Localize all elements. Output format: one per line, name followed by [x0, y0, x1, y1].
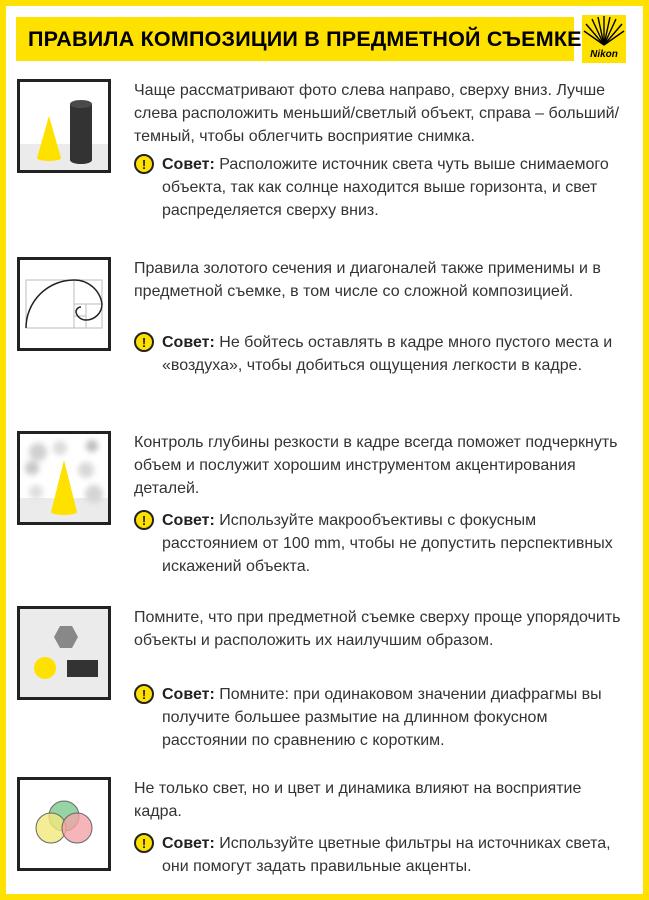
exclamation-icon: ! — [134, 510, 154, 530]
section-description: Правила золотого сечения и диагоналей также применимы и в предметной съемке, в том числе со сложной композицией. — [134, 260, 601, 300]
tip-body: Расположите источник света чуть выше снимаемого объекта, так как солнце находится выше горизонта, и свет распределяется сверху вниз. — [162, 156, 609, 219]
page-title: ПРАВИЛА КОМПОЗИЦИИ В ПРЕДМЕТНОЙ СЪЕМКЕ — [28, 26, 582, 51]
depth-of-field-bokeh-icon — [17, 431, 111, 525]
section-description: Чаще рассматривают фото слева направо, сверху вниз. Лучше слева расположить меньший/светлый объект, справа – больший/темный, чтобы облегчить восприятие снимка. — [134, 82, 620, 145]
exclamation-icon: ! — [134, 154, 154, 174]
tip-text — [162, 832, 627, 878]
exclamation-icon: ! — [134, 332, 154, 352]
cone-and-cylinder-icon — [17, 79, 111, 173]
title-bar — [16, 17, 582, 61]
tip-body: Используйте цветные фильтры на источниках света, они помогут задать правильные акценты. — [162, 835, 611, 875]
top-view-shapes-icon — [17, 606, 111, 700]
exclamation-icon: ! — [134, 833, 154, 853]
tip-label: Совет: — [162, 686, 215, 703]
tip-text — [162, 683, 627, 752]
tip-body: Не бойтесь оставлять в кадре много пустого места и «воздуха», чтобы добиться ощущения легкости в кадре. — [162, 334, 613, 374]
tip-label: Совет: — [162, 334, 215, 351]
logo-wordmark: Nikon — [590, 49, 618, 60]
tip-body: Используйте макрообъективы с фокусным расстоянием от 100 mm, чтобы не допустить перспективных искажений объекта. — [162, 512, 613, 575]
tip-label: Совет: — [162, 835, 215, 852]
golden-spiral-icon — [17, 257, 111, 351]
tip-text — [162, 509, 627, 578]
tip-body: Помните: при одинаковом значении диафрагмы вы получите большее размытие на длинном фокусном расстоянии по сравнению с коротким. — [162, 686, 602, 749]
tip-text — [162, 331, 627, 377]
tip-label: Совет: — [162, 156, 215, 173]
tip-label: Совет: — [162, 512, 215, 529]
section-description: Контроль глубины резкости в кадре всегда поможет подчеркнуть объем и послужит хорошим инструментом акцентирования деталей. — [134, 434, 618, 497]
section-description: Не только свет, но и цвет и динамика влияют на восприятие кадра. — [134, 780, 582, 820]
section-description: Помните, что при предметной съемке сверху проще упорядочить объекты и расположить их наилучшим образом. — [134, 609, 621, 649]
tip-text — [162, 153, 627, 222]
nikon-logo — [582, 15, 626, 63]
color-circles-icon — [17, 777, 111, 871]
exclamation-icon: ! — [134, 684, 154, 704]
